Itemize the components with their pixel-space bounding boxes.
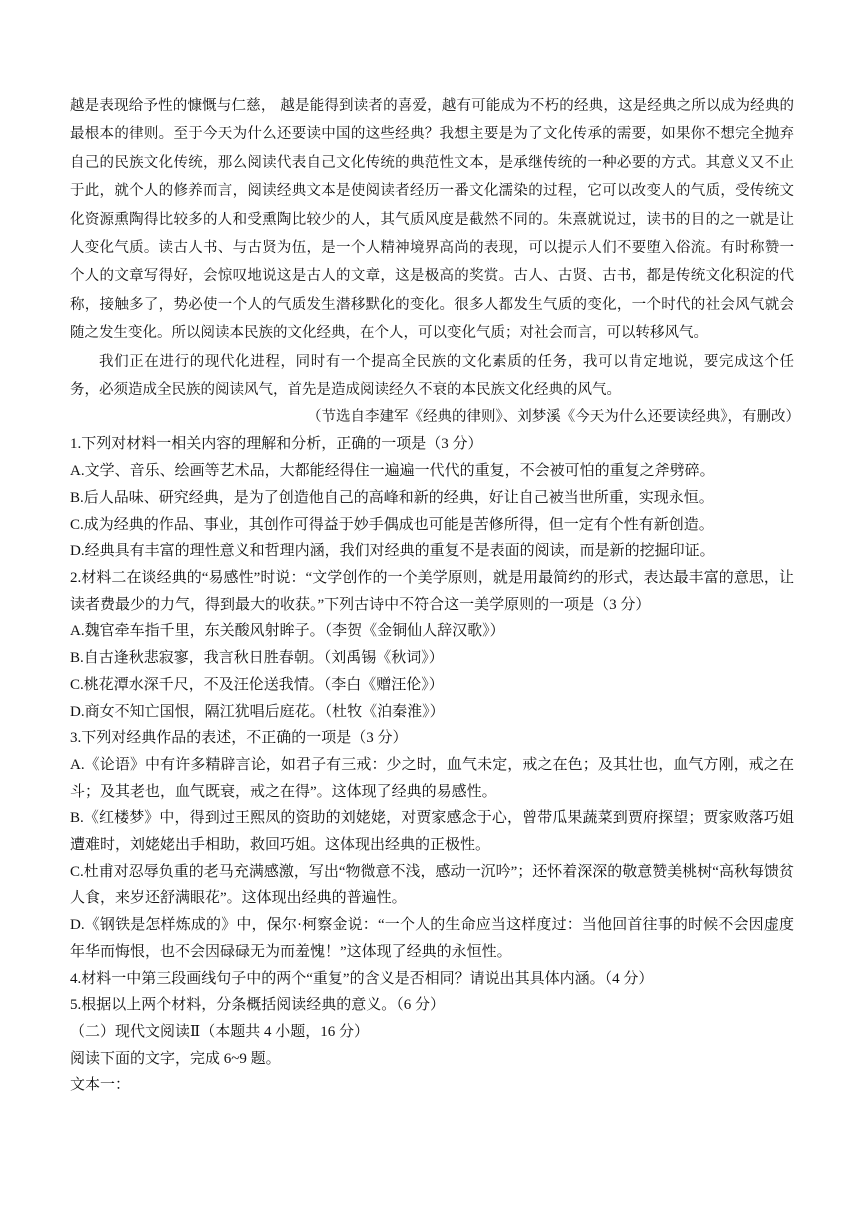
material-paragraph-2: 我们正在进行的现代化进程，同时有一个提高全民族的文化素质的任务，我可以肯定地说，要完成这个任务，必须造成全民族的阅读风气，首先是造成阅读经久不衰的本民族文化经典的风气。 [70, 353, 794, 399]
document-page [70, 92, 800, 1099]
question-3-option-a: A.《论语》中有许多精辟言论，如君子有三戒：少之时，血气未定，戒之在色；及其壮也，血气方刚，戒之在斗；及其老也，血气既衰，戒之在得”。这体现了经典的易感性。 [70, 756, 794, 800]
question-3-option-d: D.《钢铁是怎样炼成的》中，保尔·柯察金说：“一个人的生命应当这样度过：当他回首往事的时候不会因虚度年华而悔恨，也不会因碌碌无为而羞愧！”这体现了经典的永恒性。 [70, 917, 794, 960]
text-one-label: 文本一： [70, 1077, 131, 1094]
question-5: 5.根据以上两个材料，分条概括阅读经典的意义。（6 分） [70, 997, 446, 1014]
question-2-option-c: C.桃花潭水深千尺，不及汪伦送我情。（李白《赠汪伦》） [70, 676, 444, 693]
question-4: 4.材料一中第三段画线句子中的两个“重复”的含义是否相同？请说出其具体内涵。（4 分） [70, 970, 654, 987]
question-2-option-a: A.魏官牵车指千里，东关酸风射眸子。（李贺《金铜仙人辞汉歌》） [70, 623, 505, 640]
question-3-stem: 3.下列对经典作品的表述，不正确的一项是（3 分） [70, 730, 408, 747]
question-1-option-a: A.文学、音乐、绘画等艺术品，大都能经得住一遍遍一代代的重复，不会被可怕的重复之斧劈碎。 [70, 463, 715, 480]
question-1-option-b: B.后人品味、研究经典，是为了创造他自己的高峰和新的经典，好让自己被当世所重，实现永恒。 [70, 489, 714, 506]
question-1-option-c: C.成为经典的作品、事业，其创作可得益于妙手偶成也可能是苦修所得，但一定有个性有新创造。 [70, 516, 714, 533]
question-2-stem: 2.材料二在谈经典的“易感性”时说：“文学创作的一个美学原则，就是用最简约的形式，表达最丰富的意思，让读者费最少的力气，得到最大的收获。”下列古诗中不符合这一美学原则的一项是（3 分） [70, 569, 794, 613]
question-2-option-d: D.商女不知亡国恨，隔江犹唱后庭花。（杜牧《泊秦淮》） [70, 703, 445, 720]
section-2-heading: （二）现代文阅读Ⅱ（本题共 4 小题，16 分） [70, 1023, 369, 1040]
question-3-option-b: B.《红楼梦》中，得到过王熙凤的资助的刘姥姥，对贾家感念于心，曾带瓜果蔬菜到贾府探望；贾家败落巧姐遭难时，刘姥姥出手相助，救回巧姐。这体现出经典的正极性。 [70, 810, 794, 854]
material-paragraph-1: 越是表现给予性的慷慨与仁慈， 越是能得到读者的喜爱，越有可能成为不朽的经典，这是经典之所以成为经典的最根本的律则。至于今天为什么还要读中国的这些经典？我想主要是为了文化传承的需要，如果你不想完全抛弃自己的民族文化传统，那么阅读代表自己文化传统的典范性文本，是承继传统的一种必要的方式。其意义又不止于此，就个人的修养而言，阅读经典文本是使阅读者经历一番文化濡染的过程，它可以改变人的气质，受传统文化资源熏陶得比较多的人和受熏陶比较少的人，其气质风度是截然不同的。朱熹就说过，读书的目的之一就是让人变化气质。读古人书、与古贤为伍，是一个人精神境界高尚的表现，可以提示人们不要堕入俗流。有时称赞一个人的文章写得好，会惊叹地说这是古人的文章，这是极高的奖赏。古人、古贤、古书，都是传统文化积淀的代称，接触多了，势必使一个人的气质发生潜移默化的变化。很多人都发生气质的变化，一个时代的社会风气就会随之发生变化。所以阅读本民族的文化经典，在个人，可以变化气质；对社会而言，可以转移风气。 [70, 98, 794, 342]
question-1-stem: 1.下列对材料一相关内容的理解和分析，正确的一项是（3 分） [70, 436, 483, 453]
question-3-option-c: C.杜甫对忍辱负重的老马充满感激，写出“物微意不浅，感动一沉吟”；还怀着深深的敬意赞美桃树“高秋每馈贫人食，来岁还舒满眼花”。这体现出经典的普遍性。 [70, 863, 794, 907]
section-2-instruction: 阅读下面的文字，完成 6~9 题。 [70, 1050, 281, 1067]
question-1-option-d: D.经典具有丰富的理性意义和哲理内涵，我们对经典的重复不是表面的阅读，而是新的挖掘印证。 [70, 543, 715, 560]
question-2-option-b: B.自古逢秋悲寂寥，我言秋日胜春朝。（刘禹锡《秋词》） [70, 650, 444, 667]
material-source-citation: （节选自李建军《经典的律则》、刘梦溪《今天为什么还要读经典》，有删改） [307, 409, 800, 426]
